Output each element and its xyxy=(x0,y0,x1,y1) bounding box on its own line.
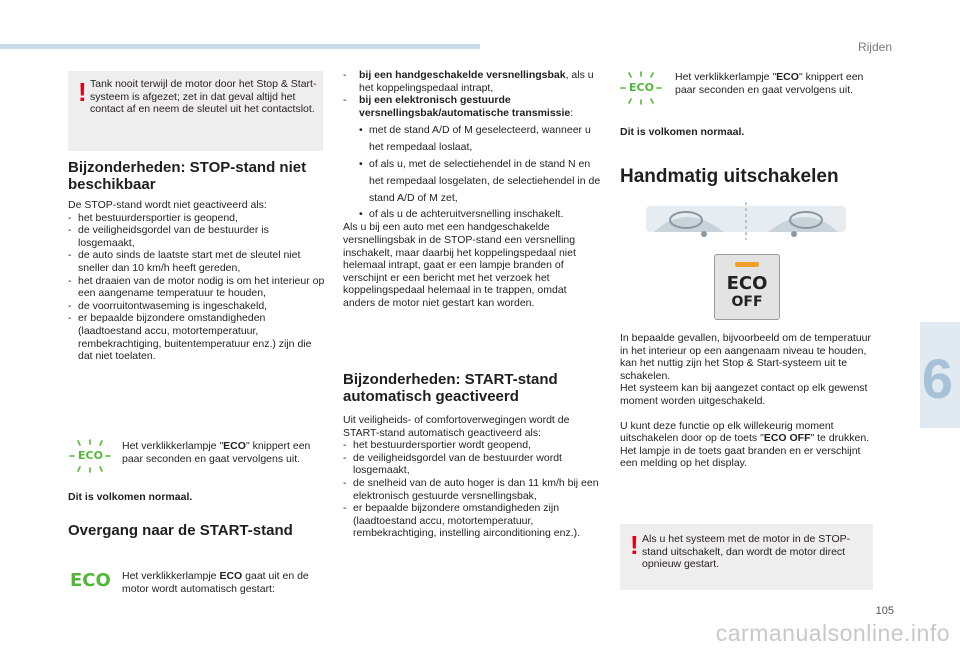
eco-icon-label: ECO xyxy=(70,570,111,591)
start-transition-heading: Overgang naar de START-stand xyxy=(68,522,293,539)
eco-off-note: Het verklikkerlampje ECO gaat uit en de motor wordt automatisch gestart: xyxy=(122,570,309,595)
list-item: - het bestuurdersportier wordt geopend, xyxy=(343,439,532,452)
eco-icon-label: ECO xyxy=(629,81,654,94)
fuel-warning-box xyxy=(68,71,323,151)
eco-button-label: ECO xyxy=(726,273,768,294)
manual-p1: In bepaalde gevallen, bijvoorbeeld om de temperatuur in het interieur op een aangenaam niveau te houden, kan het nuttig zijn het Stop & Start-systeem uit te schakelen. xyxy=(620,332,872,382)
list-item: - de snelheid van de auto hoger is dan 11 km/h bij een elektronisch gestuurde versnellingsbak, xyxy=(343,476,599,502)
start-auto-intro: Uit veiligheids- of comfortoverwegingen wordt de START-stand automatisch geactiveerd als: xyxy=(343,414,570,439)
manual-disable-text xyxy=(620,332,875,470)
start-conditions xyxy=(343,69,601,310)
section-title: Rijden xyxy=(857,40,892,54)
list-item: - er bepaalde bijzondere omstandigheden (laadtoestand accu, motortemperatuur, rembekrachtiging, buitentemperatuur enz.) zijn die dat niet toelaten. xyxy=(68,312,312,363)
list-item: - de auto sinds de laatste start met de sleutel niet sneller dan 10 km/h heeft gereden, xyxy=(68,249,301,274)
eco-icon xyxy=(68,570,112,594)
stop-unavailable-intro: De STOP-stand wordt niet geactiveerd als: xyxy=(68,199,267,211)
list-item: - de veiligheidsgordel van de bestuurder is losgemaakt, xyxy=(68,224,269,249)
watermark: carmanualsonline.info xyxy=(715,620,950,646)
off-button-label: OFF xyxy=(731,294,763,310)
warning-icon: ! xyxy=(630,530,639,560)
stop-unavailable-heading: Bijzonderheden: STOP-stand niet beschikbaar xyxy=(68,159,307,193)
fuel-warning-text: Tank nooit terwijl de motor door het Stop & Start-systeem is afgezet; zet in dat geval altijd het contact af en neem de sleutel uit het contactslot. xyxy=(90,78,317,115)
manual-p2: Het systeem kan bij aangezet contact op elk gewenst moment worden uitgeschakeld. xyxy=(620,382,868,407)
chapter-number: 6 xyxy=(921,347,953,410)
eco-off-button[interactable] xyxy=(714,254,780,320)
warning-icon: ! xyxy=(78,77,87,107)
start-auto-heading: Bijzonderheden: START-stand automatisch geactiveerd xyxy=(343,371,558,405)
manual-p4: Het lampje in de toets gaat branden en er verschijnt een melding op het display. xyxy=(620,444,861,470)
list-item: - de voorruitontwaseming is ingeschakeld, xyxy=(68,299,268,312)
eco-lamp-note: Het verklikkerlampje "ECO" knippert een paar seconden en gaat vervolgens uit. xyxy=(675,71,864,96)
sub-list-item: • met de stand A/D of M geselecteerd, wanneer u het rempedaal loslaat, xyxy=(359,124,591,154)
eco-blinking-icon xyxy=(68,438,112,474)
sub-list-item: • of als u, met de selectiehendel in de stand N en het rempedaal losgelaten, de selectiehendel in de stand A/D of M zet, xyxy=(359,158,601,205)
list-item: - bij een elektronisch gestuurde versnellingsbak/automatische transmissie: xyxy=(343,94,574,119)
clutch-paragraph: Als u bij een auto met een handgeschakelde versnellingsbak in de STOP-stand een versnelling inschakelt, maar daarbij het koppelingspedaal niet helemaal intrapt, gaat er een lampje branden of verschijnt er een bericht met het verzoek het koppelingspedaal helemaal in te trappen, omdat anders de motor niet gestart kan worden. xyxy=(343,221,576,309)
list-item: - bij een handgeschakelde versnellingsbak, als u het koppelingspedaal intrapt, xyxy=(343,69,594,94)
dashboard-illustration xyxy=(646,200,846,242)
normal-note: Dit is volkomen normaal. xyxy=(68,491,193,503)
eco-lamp-note: Het verklikkerlampje "ECO" knippert een paar seconden en gaat vervolgens uit. xyxy=(122,440,311,465)
normal-note: Dit is volkomen normaal. xyxy=(620,126,745,138)
page-number: 105 xyxy=(875,605,894,617)
list-item: - er bepaalde bijzondere omstandigheden zijn (laadtoestand accu, motortemperatuur, rembekrachtiging, instelling airconditioning enz.). xyxy=(343,502,581,540)
list-item: - de veiligheidsgordel van de bestuurder wordt losgemaakt, xyxy=(343,451,562,477)
list-item: - het draaien van de motor nodig is om het interieur op een aangename temperatuur te houden, xyxy=(68,274,325,300)
manual-disable-heading: Handmatig uitschakelen xyxy=(620,166,839,187)
restart-warning-box xyxy=(620,524,873,590)
start-auto-list xyxy=(343,414,601,540)
indicator-lamp xyxy=(735,262,759,267)
stop-unavailable-list xyxy=(68,199,326,363)
list-item: - het bestuurdersportier is geopend, xyxy=(68,211,238,224)
eco-icon-label: ECO xyxy=(78,449,103,462)
manual-p3: U kunt deze functie op elk willekeurig moment uitschakelen door op de toets "ECO OFF" te drukken. xyxy=(620,419,870,445)
restart-warning-text: Als u het systeem met de motor in de STOP-stand uitschakelt, dan wordt de motor direct opnieuw gestart. xyxy=(642,533,851,570)
header-accent-bar xyxy=(0,44,480,49)
eco-blinking-icon xyxy=(619,70,663,106)
sub-list-item: • of als u de achteruitversnelling inschakelt. xyxy=(359,208,564,221)
